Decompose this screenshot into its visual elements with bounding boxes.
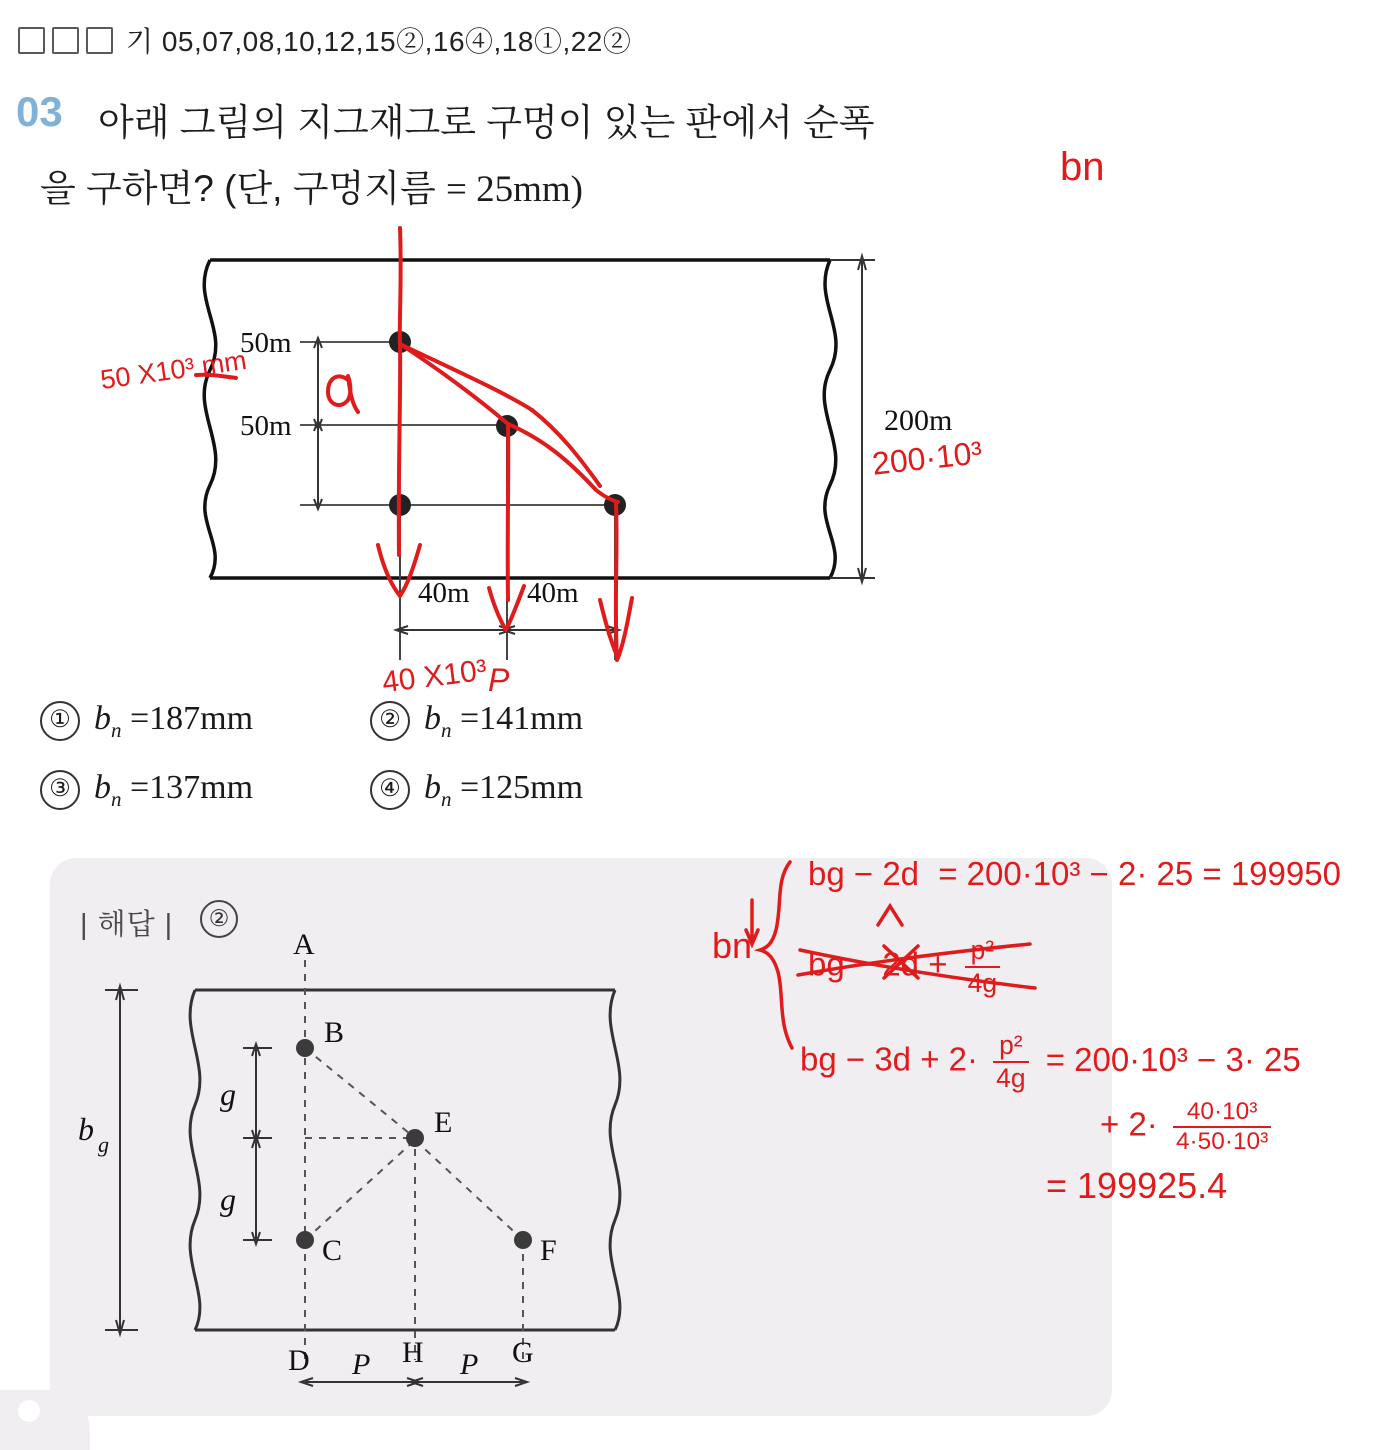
ink-eq-line3-left: bg − 3d + 2· <box>800 1040 978 1078</box>
choice-1[interactable] <box>40 700 370 743</box>
label-H: H <box>402 1336 424 1369</box>
ink-eq-line2-frac-num: p² <box>965 935 1000 968</box>
ink-bottom-p: P <box>488 662 510 698</box>
hole-E <box>406 1129 424 1147</box>
dim-bottom-2-label: 40m <box>527 577 579 609</box>
hole-F <box>514 1231 532 1249</box>
hole-top <box>389 331 411 353</box>
hole-C <box>296 1231 314 1249</box>
label-bg-sub: g <box>98 1132 109 1157</box>
checkbox-2[interactable] <box>52 27 79 54</box>
choice-2-number: ② <box>370 701 410 741</box>
ink-eq-line1-left: bg − 2d <box>808 855 920 892</box>
hole-B <box>296 1039 314 1057</box>
choice-row-1 <box>40 700 940 743</box>
question-line-2-eq: = 25mm) <box>445 169 583 210</box>
ink-eq-line4-frac-num: 40·10³ <box>1173 1098 1271 1128</box>
figure-solution-plate <box>60 930 700 1420</box>
corner-dot <box>18 1400 40 1422</box>
ink-bn-brace: bn <box>712 925 753 966</box>
dim-bottom-1-label: 40m <box>418 577 470 609</box>
hole-middle <box>496 415 518 437</box>
choice-4-text: $b_n =125mm$ <box>424 768 584 811</box>
label-G: G <box>512 1336 534 1369</box>
ink-eq-line4-frac-den: 4·50·10³ <box>1175 1128 1269 1155</box>
choice-2-text: $b_n =141mm$ <box>424 700 584 742</box>
choice-3-text: $b_n =137mm$ <box>94 768 254 811</box>
answer-choices <box>40 700 940 838</box>
label-p-2: P <box>460 1348 479 1381</box>
ink-eq-line4 <box>1100 1098 1271 1156</box>
solution-label: | 해답 | <box>80 909 174 941</box>
choice-row-2 <box>40 769 940 812</box>
dim-top-left-label: 50m <box>240 327 292 359</box>
ink-bn-top: bn <box>1060 145 1105 189</box>
label-B: B <box>324 1016 345 1049</box>
hole-bottom-left <box>389 494 411 516</box>
ink-eq-line3-frac-num: p² <box>993 1030 1028 1063</box>
choice-1-number: ① <box>40 701 80 741</box>
ink-eq-line3-frac-den: 4g <box>996 1063 1026 1093</box>
label-E: E <box>434 1106 453 1139</box>
choice-3[interactable] <box>40 769 370 812</box>
label-bg: b <box>78 1111 94 1147</box>
label-g-lower: g <box>220 1181 236 1217</box>
question-line-2-pre: 을 구하면? (단, 구멍지름 <box>40 168 436 209</box>
hole-bottom-right <box>604 494 626 516</box>
choice-1-text: $b_n =187mm$ <box>94 700 254 742</box>
header-row <box>18 20 631 60</box>
label-C: C <box>322 1234 343 1267</box>
choice-4-number: ④ <box>370 770 410 810</box>
ink-result: = 199925.4 <box>1046 1165 1228 1206</box>
dim-bottom-left-label: 50m <box>240 410 292 442</box>
ink-eq-line2-left: bg − 2d + <box>808 945 948 983</box>
dim-right-label: 200m <box>884 404 953 437</box>
label-p-1: P <box>352 1348 371 1381</box>
question-line-1: 아래 그림의 지그재그로 구멍이 있는 판에서 순폭 <box>98 102 875 143</box>
ink-eq-line1-right: = 200·10³ − 2· 25 = 199950 <box>938 855 1341 892</box>
ink-eq-line4-left: + 2· <box>1100 1105 1158 1143</box>
label-D: D <box>288 1344 310 1377</box>
question-line-2 <box>40 158 583 212</box>
figure-plate-zigzag <box>0 230 1000 680</box>
solution-answer: ② <box>200 900 238 938</box>
ink-right-200: 200·10³ <box>870 434 984 482</box>
ink-bottom-40: 40 X10³ <box>380 653 489 700</box>
ink-eq-line3-right: = 200·10³ − 3· 25 <box>1045 1040 1301 1078</box>
choice-4[interactable] <box>370 769 700 812</box>
label-g-upper: g <box>220 1076 236 1112</box>
checkbox-1[interactable] <box>18 27 45 54</box>
label-A: A <box>293 930 315 961</box>
choice-2[interactable] <box>370 700 700 743</box>
label-F: F <box>540 1234 557 1267</box>
question-number: 03 <box>16 88 63 135</box>
ink-eq-line4-fraction <box>1173 1098 1271 1156</box>
exam-codes: 기 05,07,08,10,12,15②,16④,18①,22② <box>126 26 632 57</box>
checkbox-3[interactable] <box>86 27 113 54</box>
choice-3-number: ③ <box>40 770 80 810</box>
ink-left-50: 50 X10³ mm <box>98 344 249 396</box>
ink-eq-line2-frac-den: 4g <box>967 968 997 998</box>
